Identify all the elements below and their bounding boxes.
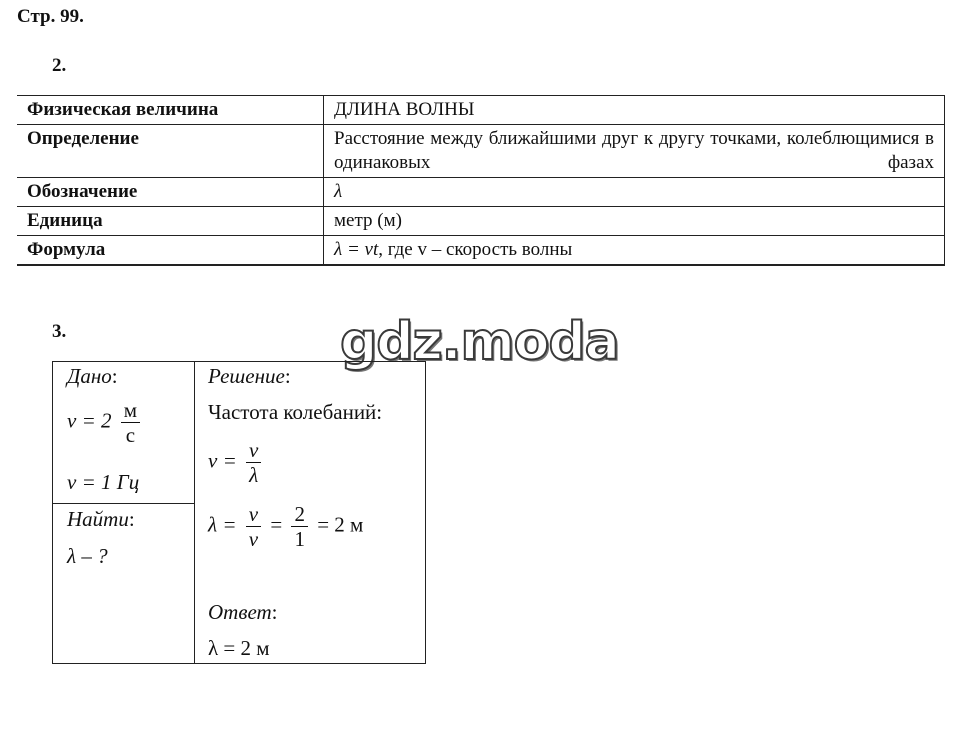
- task-2-number: 2.: [52, 55, 67, 76]
- quantity-table: [17, 95, 945, 266]
- task-3-solution-box: [52, 361, 426, 664]
- find-line: λ – ?: [67, 544, 108, 568]
- table-row: [17, 96, 945, 125]
- velocity-unit-fraction: $\frac{м}{с}$: [121, 398, 140, 447]
- find-divider: [53, 503, 194, 504]
- frequency-label: Частота колебаний:: [208, 400, 383, 424]
- row-value: λ: [324, 178, 945, 207]
- answer-title: Ответ:: [208, 600, 278, 624]
- row-label: Физическая величина: [17, 96, 324, 125]
- find-title: Найти:: [67, 507, 135, 531]
- row-label: Обозначение: [17, 178, 324, 207]
- row-value: метр (м): [324, 207, 945, 236]
- watermark-logo: gdz.moda: [340, 312, 619, 372]
- row-label: Определение: [17, 125, 324, 178]
- formula-description: , где v – скорость волны: [378, 239, 573, 260]
- solution-title: Решение:: [208, 364, 291, 388]
- answer-line: λ = 2 м: [208, 636, 270, 660]
- given-velocity: v = 2 $\frac{м}{с}$: [67, 398, 144, 447]
- row-label: Единица: [17, 207, 324, 236]
- table-row: [17, 178, 945, 207]
- task-3-number: 3.: [52, 321, 67, 342]
- formula: λ = vt: [334, 239, 379, 260]
- table-row: [17, 236, 945, 266]
- row-value: [324, 236, 945, 266]
- row-value: Расстояние между ближайшими друг к другу точками, колеблющимися в одинаковых фазах: [324, 125, 945, 178]
- equation-1: ν = $\frac{v}{\lambda}$: [208, 438, 265, 487]
- table-row: [17, 125, 945, 178]
- given-frequency: ν = 1 Гц: [67, 470, 140, 494]
- given-title: Дано:: [67, 364, 118, 388]
- row-label: Формула: [17, 236, 324, 266]
- equation-2: λ = $\frac{v}{\nu}$ = $\frac{2}{1}$ = 2 м: [208, 502, 364, 551]
- table-row: [17, 207, 945, 236]
- row-value: ДЛИНА ВОЛНЫ: [324, 96, 945, 125]
- page-header: Стр. 99.: [17, 6, 84, 27]
